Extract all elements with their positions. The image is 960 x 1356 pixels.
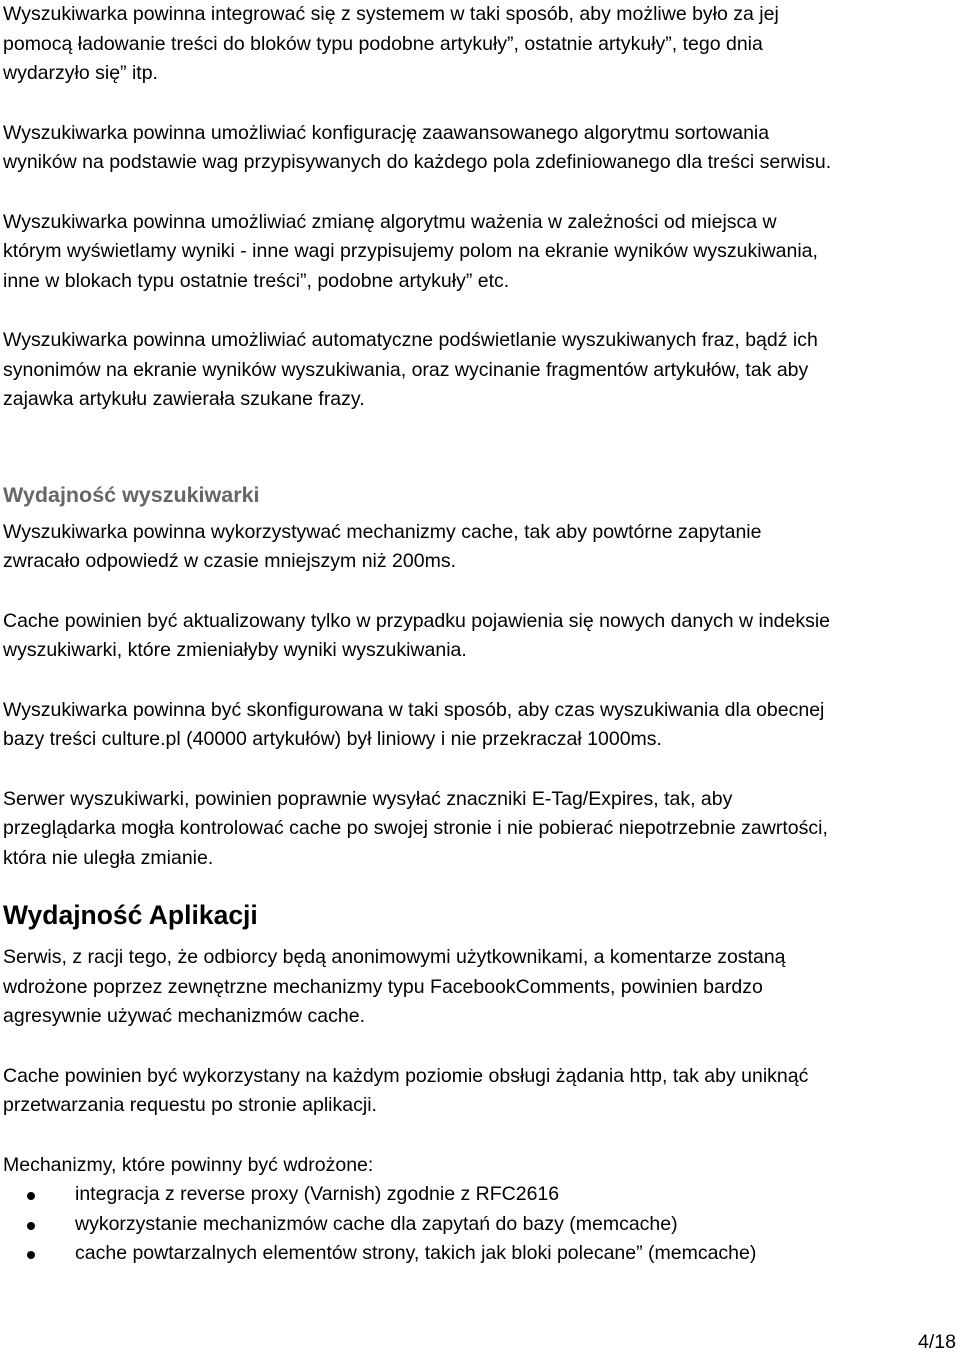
paragraph-service-cache xyxy=(3,943,955,1032)
bullet-icon xyxy=(27,1192,35,1200)
text-line: inne w blokach typu ostatnie treści”, podobne artykuły” etc. xyxy=(3,269,510,292)
text-line: zajawka artykułu zawierała szukane frazy. xyxy=(3,388,365,410)
text-line: wyszukiwarki, które zmieniałyby wyniki wyszukiwania. xyxy=(3,639,467,661)
list-item xyxy=(3,1210,955,1240)
text-line: wyników na podstawie wag przypisywanych do każdego pola zdefiniowanego dla treści serwisu. xyxy=(3,151,832,173)
paragraph-etag-headers xyxy=(3,785,955,874)
list-item xyxy=(3,1180,955,1210)
app-performance-heading: Wydajność Aplikacji xyxy=(3,900,258,930)
paragraph-cache-every-level xyxy=(3,1062,955,1121)
text-line: Wyszukiwarka powinna wykorzystywać mechanizmy cache, tak aby powtórne zapytanie xyxy=(3,520,762,543)
text-line: Wyszukiwarka powinna być skonfigurowana w taki sposób, aby czas wyszukiwania dla obecnej xyxy=(3,698,825,721)
paragraph-search-highlighting xyxy=(3,326,955,415)
text-line: wdrożone poprzez zewnętrzne mechanizmy typu FacebookComments, powinien bardzo xyxy=(3,975,763,998)
text-line: Cache powinien być wykorzystany na każdym poziomie obsługi żądania http, tak aby uniknąć xyxy=(3,1064,809,1087)
paragraph-search-weighting xyxy=(3,208,955,297)
bullet-icon xyxy=(27,1251,35,1259)
text-line: Serwis, z racji tego, że odbiorcy będą anonimowymi użytkownikami, a komentarze zostaną xyxy=(3,946,786,968)
bullet-icon xyxy=(27,1222,35,1230)
text-line: bazy treści culture.pl (40000 artykułów) był liniowy i nie przekraczał 1000ms. xyxy=(3,728,662,750)
text-line: Cache powinien być aktualizowany tylko w przypadku pojawienia się nowych danych w indeksie xyxy=(3,609,831,632)
text-line: pomocą ładowanie treści do bloków typu podobne artykuły”, ostatnie artykuły”, tego dnia xyxy=(3,32,763,55)
text-line: Serwer wyszukiwarki, powinien poprawnie wysyłać znaczniki E-Tag/Expires, tak, aby xyxy=(3,787,733,810)
list-item-text: wykorzystanie mechanizmów cache dla zapytań do bazy (memcache) xyxy=(75,1212,678,1235)
list-item xyxy=(3,1239,955,1269)
text-line: synonimów na ekranie wyników wyszukiwania, oraz wycinanie fragmentów artykułów, tak aby xyxy=(3,358,809,381)
text-line: Wyszukiwarka powinna umożliwiać zmianę algorytmu ważenia w zależności od miejsca w xyxy=(3,210,777,233)
text-line: którym wyświetlamy wyniki - inne wagi przypisujemy polom na ekranie wyników wyszukiwania, xyxy=(3,240,818,262)
text-line: która nie uległa zmianie. xyxy=(3,846,214,869)
list-item-text: integracja z reverse proxy (Varnish) zgodnie z RFC2616 xyxy=(75,1183,560,1205)
document-page xyxy=(3,0,955,1269)
list-item-text: cache powtarzalnych elementów strony, takich jak bloki polecane” (memcache) xyxy=(75,1242,757,1264)
paragraph-search-integration xyxy=(3,0,955,89)
text-line: przetwarzania requestu po stronie aplikacji. xyxy=(3,1094,377,1116)
text-line: agresywnie używać mechanizmów cache. xyxy=(3,1005,365,1027)
text-line: Wyszukiwarka powinna integrować się z systemem w taki sposób, aby możliwe było za jej xyxy=(3,3,779,25)
text-line: wydarzyło się” itp. xyxy=(3,62,158,84)
text-line: zwracało odpowiedź w czasie mniejszym niż 200ms. xyxy=(3,550,457,572)
text-line: przeglądarka mogła kontrolować cache po swojej stronie i nie pobierać niepotrzebnie zawrtości, xyxy=(3,817,828,839)
search-performance-heading: Wydajność wyszukiwarki xyxy=(3,482,260,507)
paragraph-search-cache xyxy=(3,518,955,577)
mechanisms-list xyxy=(3,1180,955,1269)
paragraph-search-sort-config xyxy=(3,119,955,178)
text-line: Wyszukiwarka powinna umożliwiać konfigurację zaawansowanego algorytmu sortowania xyxy=(3,121,770,144)
text-line: Wyszukiwarka powinna umożliwiać automatyczne podświetlanie wyszukiwanych fraz, bądź ich xyxy=(3,329,818,351)
page-number: 4/18 xyxy=(918,1331,956,1353)
mechanisms-intro: Mechanizmy, które powinny być wdrożone: xyxy=(3,1153,374,1176)
paragraph-search-time xyxy=(3,696,955,755)
paragraph-cache-update xyxy=(3,607,955,666)
